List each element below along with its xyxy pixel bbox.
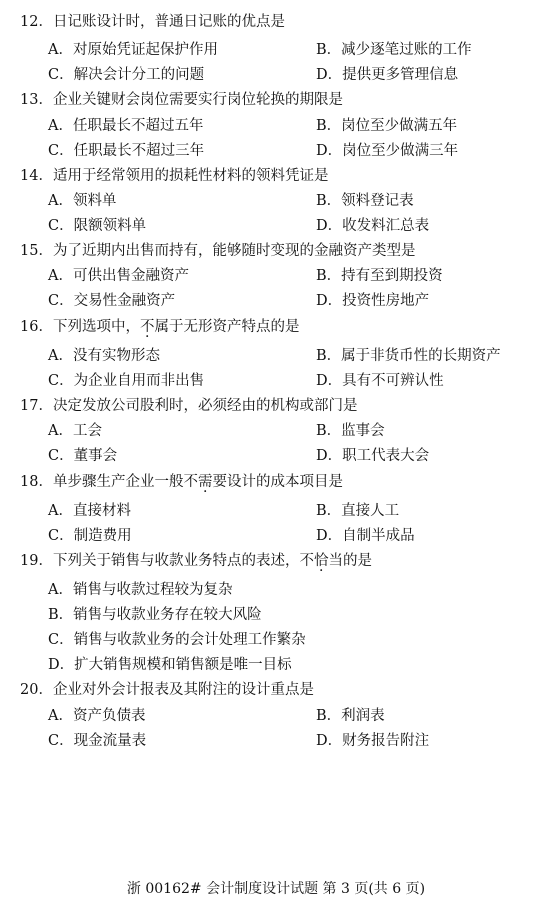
question-16-stem — [20, 315, 299, 336]
question-20-stem: 20．企业对外会计报表及其附注的设计重点是 — [20, 682, 314, 698]
question-18-option-b: B．直接人工 — [316, 503, 400, 519]
question-20-option-a: A．资产负债表 — [48, 708, 146, 724]
question-15-option-b: B．持有至到期投资 — [316, 268, 443, 284]
question-13-option-c: C．任职最长不超过三年 — [48, 143, 205, 159]
question-13-stem: 13．企业关键财会岗位需要实行岗位轮换的期限是 — [20, 92, 343, 108]
question-17-stem: 17．决定发放公司股利时，必须经由的机构或部门是 — [20, 398, 358, 414]
question-14-option-b: B．领料登记表 — [316, 193, 414, 209]
question-14-option-a: A．领料单 — [48, 193, 117, 209]
stem-prefix: 19．下列关于销售与收款业务特点的表述， — [20, 553, 300, 569]
question-14-stem: 14．适用于经常领用的损耗性材料的领料凭证是 — [20, 168, 329, 184]
question-15-option-c: C．交易性金融资产 — [48, 293, 176, 309]
question-12-stem: 12．日记账设计时，普通日记账的优点是 — [20, 14, 285, 30]
emphasis-mark: 不 — [139, 319, 155, 335]
question-16-option-d: D．具有不可辨认性 — [316, 373, 444, 389]
question-14-option-c: C．限额领料单 — [48, 218, 147, 234]
question-20-option-b: B．利润表 — [316, 708, 385, 724]
stem-suffix: 设计的成本项目是 — [226, 474, 343, 490]
question-19-stem — [20, 549, 372, 570]
stem-suffix: 属于无形资产特点的是 — [154, 319, 300, 335]
question-12-option-b: B．减少逐笔过账的工作 — [316, 42, 472, 58]
question-19-option-c: C．销售与收款业务的会计处理工作繁杂 — [48, 632, 306, 648]
question-17-option-d: D．职工代表大会 — [316, 448, 430, 464]
question-14-option-d: D．收发料汇总表 — [316, 218, 430, 234]
emphasis-mark: 不需要 — [183, 474, 227, 490]
question-12-option-d: D．提供更多管理信息 — [316, 67, 459, 83]
question-17-option-b: B．监事会 — [316, 423, 385, 439]
question-17-option-c: C．董事会 — [48, 448, 118, 464]
question-19-option-b: B．销售与收款业务存在较大风险 — [48, 607, 262, 623]
question-16-option-c: C．为企业自用而非出售 — [48, 373, 205, 389]
question-13-option-d: D．岗位至少做满三年 — [316, 143, 459, 159]
question-19-option-d: D．扩大销售规模和销售额是唯一目标 — [48, 657, 292, 673]
emphasis-mark: 不恰当 — [299, 553, 343, 569]
question-16-option-b: B．属于非货币性的长期资产 — [316, 348, 501, 364]
question-13-option-a: A．任职最长不超过五年 — [48, 118, 204, 134]
stem-suffix: 的是 — [342, 553, 372, 569]
question-20-option-c: C．现金流量表 — [48, 733, 147, 749]
question-18-option-c: C．制造费用 — [48, 528, 132, 544]
question-12-option-c: C．解决会计分工的问题 — [48, 67, 205, 83]
question-16-option-a: A．没有实物形态 — [48, 348, 160, 364]
question-13-option-b: B．岗位至少做满五年 — [316, 118, 458, 134]
question-20-option-d: D．财务报告附注 — [316, 733, 430, 749]
page-footer: 浙 00162# 会计制度设计试题 第 3 页(共 6 页) — [126, 881, 426, 897]
question-18-stem — [20, 470, 343, 491]
question-15-stem: 15．为了近期内出售而持有，能够随时变现的金融资产类型是 — [20, 243, 416, 259]
question-18-option-d: D．自制半成品 — [316, 528, 415, 544]
stem-prefix: 18．单步骤生产企业一般 — [20, 474, 184, 490]
question-15-option-a: A．可供出售金融资产 — [48, 268, 189, 284]
question-15-option-d: D．投资性房地产 — [316, 293, 430, 309]
stem-prefix: 16．下列选项中， — [20, 319, 140, 335]
question-17-option-a: A．工会 — [48, 423, 102, 439]
question-18-option-a: A．直接材料 — [48, 503, 131, 519]
question-12-option-a: A．对原始凭证起保护作用 — [48, 42, 218, 58]
question-19-option-a: A．销售与收款过程较为复杂 — [48, 582, 233, 598]
